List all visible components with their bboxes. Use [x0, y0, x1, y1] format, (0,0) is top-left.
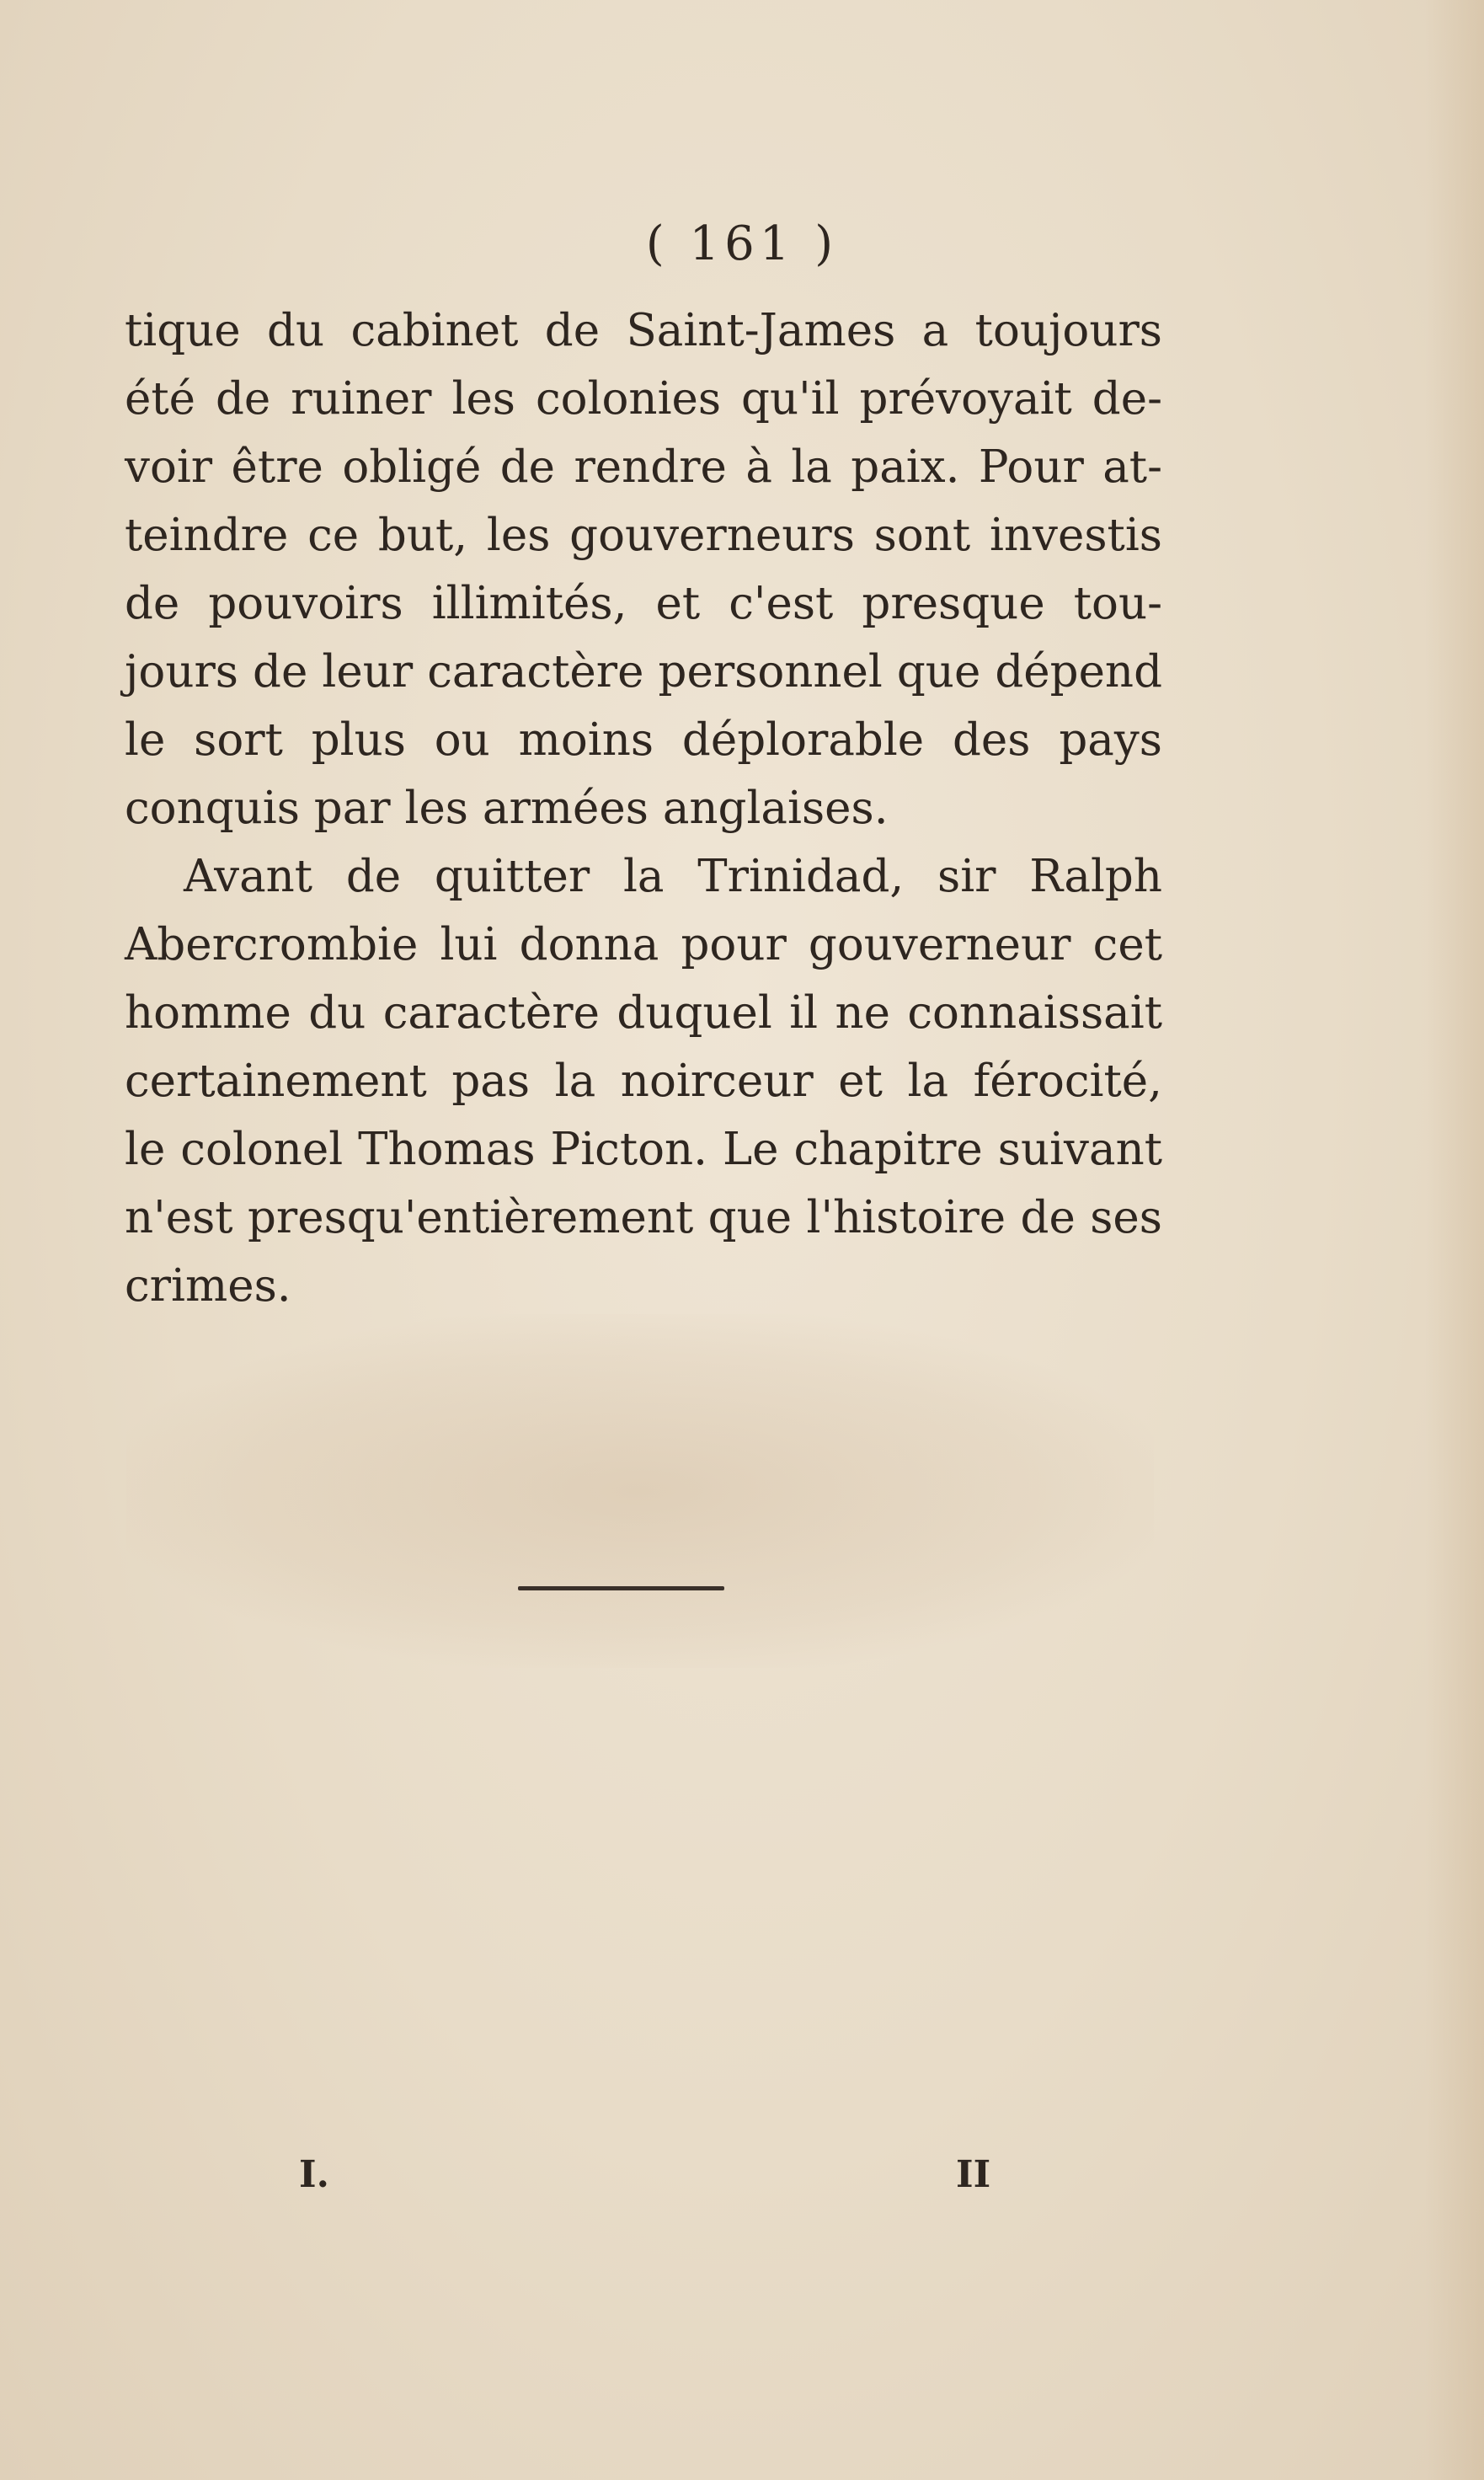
signature-mark-left: I.	[299, 2153, 329, 2196]
page-number: ( 161 )	[645, 216, 839, 271]
section-divider-rule	[518, 1586, 724, 1590]
text-line: été de ruiner les colonies qu'il prévoyait de-	[125, 373, 1162, 425]
text-line: certainement pas la noirceur et la férocité,	[125, 1056, 1162, 1107]
text-line: n'est presqu'entièrement que l'histoire de ses	[125, 1192, 1162, 1243]
text-line: jours de leur caractère personnel que dépend	[125, 646, 1162, 698]
paragraph-first-line: Avant de quitter la Trinidad, sir Ralph	[184, 851, 1162, 902]
text-line: Abercrombie lui donna pour gouverneur cet	[125, 919, 1162, 970]
text-line: voir être obligé de rendre à la paix. Pour at-	[125, 441, 1162, 493]
paper-stain	[126, 1314, 1154, 1668]
text-line: homme du caractère duquel il ne connaissait	[125, 987, 1162, 1039]
signature-mark-right: II	[956, 2153, 991, 2196]
text-line: le colonel Thomas Picton. Le chapitre suivant	[125, 1124, 1162, 1175]
text-line: crimes.	[125, 1260, 291, 1312]
text-line: le sort plus ou moins déplorable des pays	[125, 714, 1162, 766]
text-line: conquis par les armées anglaises.	[125, 783, 889, 834]
text-line: tique du cabinet de Saint-James a toujours	[125, 305, 1162, 356]
page-edge-shadow	[1425, 0, 1484, 2480]
text-line: de pouvoirs illimités, et c'est presque tou-	[125, 578, 1162, 629]
text-line: teindre ce but, les gouverneurs sont investis	[125, 510, 1162, 561]
body-text	[125, 297, 1162, 1320]
